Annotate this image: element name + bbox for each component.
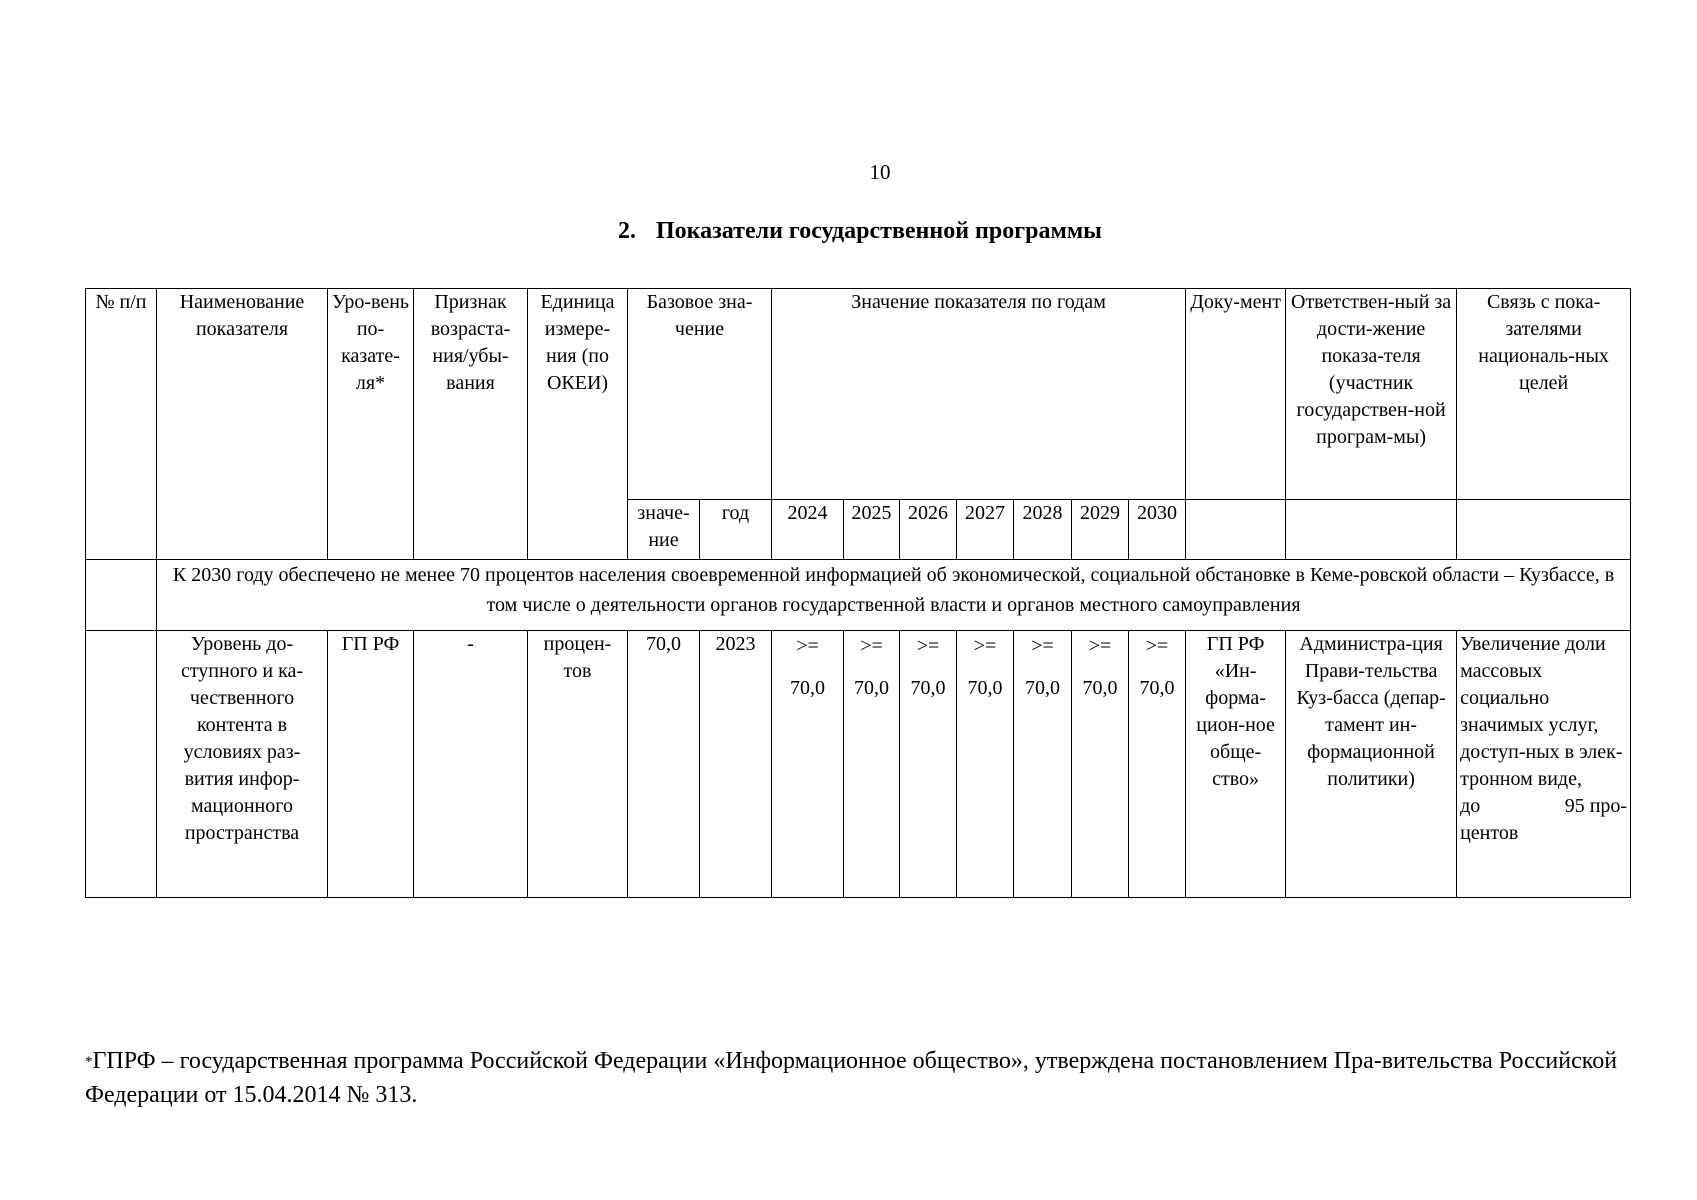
row-indicator-name: Уровень до-ступного и ка-чественного контента в условиях раз-вития инфор-мационного пространства: [157, 631, 328, 898]
national-link-justified-line: [1460, 793, 1627, 820]
goal-text: К 2030 году обеспечено не менее 70 процентов населения своевременной информацией об экономической, социальной обстановке в Кеме-ровской области – Кузбассе, в том числе о деятельности органов государственной власти и органов местного самоуправления: [157, 560, 1631, 631]
header-indicator-name: Наименование показателя: [157, 289, 328, 560]
header-national-link-empty: [1457, 500, 1631, 560]
indicators-table: [85, 288, 1631, 898]
header-unit: Единица измере-ния (по ОКЕИ): [528, 289, 628, 560]
row-level: ГП РФ: [328, 631, 414, 898]
row-value-2024: >= 70,0: [772, 631, 844, 898]
header-years-group: Значение показателя по годам: [772, 289, 1186, 500]
header-year-2027: 2027: [957, 500, 1014, 560]
header-base-sub-value: значе-ние: [628, 500, 700, 560]
row-unit: процен-тов: [528, 631, 628, 898]
row-responsible: Администра-ция Прави-тельства Куз-басса (депар-тамент ин-формационной политики): [1286, 631, 1457, 898]
row-value-2029: >= 70,0: [1072, 631, 1129, 898]
header-row: [86, 289, 1631, 500]
header-year-2029: 2029: [1072, 500, 1129, 560]
header-national-link: Связь с пока-зателями националь-ных целей: [1457, 289, 1631, 500]
page-number: 10: [869, 160, 891, 184]
header-year-2028: 2028: [1014, 500, 1072, 560]
header-year-2025: 2025: [844, 500, 900, 560]
header-trend: Признак возраста-ния/убы-вания: [414, 289, 528, 560]
goal-row: [86, 560, 1631, 631]
header-responsible: Ответствен-ный за дости-жение показа-теля (участник государствен-ной програм-мы): [1286, 289, 1457, 500]
header-num: № п/п: [86, 289, 157, 560]
row-num: [86, 631, 157, 898]
section-number: 2.: [618, 218, 636, 244]
national-link-word-left: до: [1460, 795, 1481, 817]
national-link-text: Увеличение доли массовых социально значимых услуг, доступ-ных в элек-тронном виде,: [1460, 633, 1623, 790]
section-title-text: Показатели государственной программы: [656, 218, 1102, 244]
row-value-2030: >= 70,0: [1129, 631, 1186, 898]
header-document: Доку-мент: [1186, 289, 1286, 500]
header-responsible-empty: [1286, 500, 1457, 560]
header-year-2024: 2024: [772, 500, 844, 560]
row-national-link: [1457, 631, 1631, 898]
row-value-2026: >= 70,0: [900, 631, 957, 898]
header-year-2026: 2026: [900, 500, 957, 560]
row-document: ГП РФ «Ин-форма-цион-ное обще-ство»: [1186, 631, 1286, 898]
row-value-2028: >= 70,0: [1014, 631, 1072, 898]
national-link-tail: центов: [1460, 822, 1519, 844]
footnote: [85, 1045, 1630, 1112]
table-row: [86, 631, 1631, 898]
footnote-star: *: [85, 1054, 93, 1070]
header-level: Уро-вень по-казате-ля*: [328, 289, 414, 560]
header-document-empty: [1186, 500, 1286, 560]
footnote-text: ГПРФ – государственная программа Российской Федерации «Информационное общество», утверждена постановлением Пра-вительства Российской Федерации от 15.04.2014 № 313.: [85, 1048, 1618, 1108]
row-base-value: 70,0: [628, 631, 700, 898]
row-trend: -: [414, 631, 528, 898]
header-base-sub-year: год: [700, 500, 772, 560]
row-value-2027: >= 70,0: [957, 631, 1014, 898]
row-value-2025: >= 70,0: [844, 631, 900, 898]
row-base-year: 2023: [700, 631, 772, 898]
header-year-2030: 2030: [1129, 500, 1186, 560]
section-title: [618, 218, 1102, 245]
goal-num-cell: [86, 560, 157, 631]
national-link-word-right: 95 про-: [1564, 795, 1628, 817]
header-base-value: Базовое зна-чение: [628, 289, 772, 500]
